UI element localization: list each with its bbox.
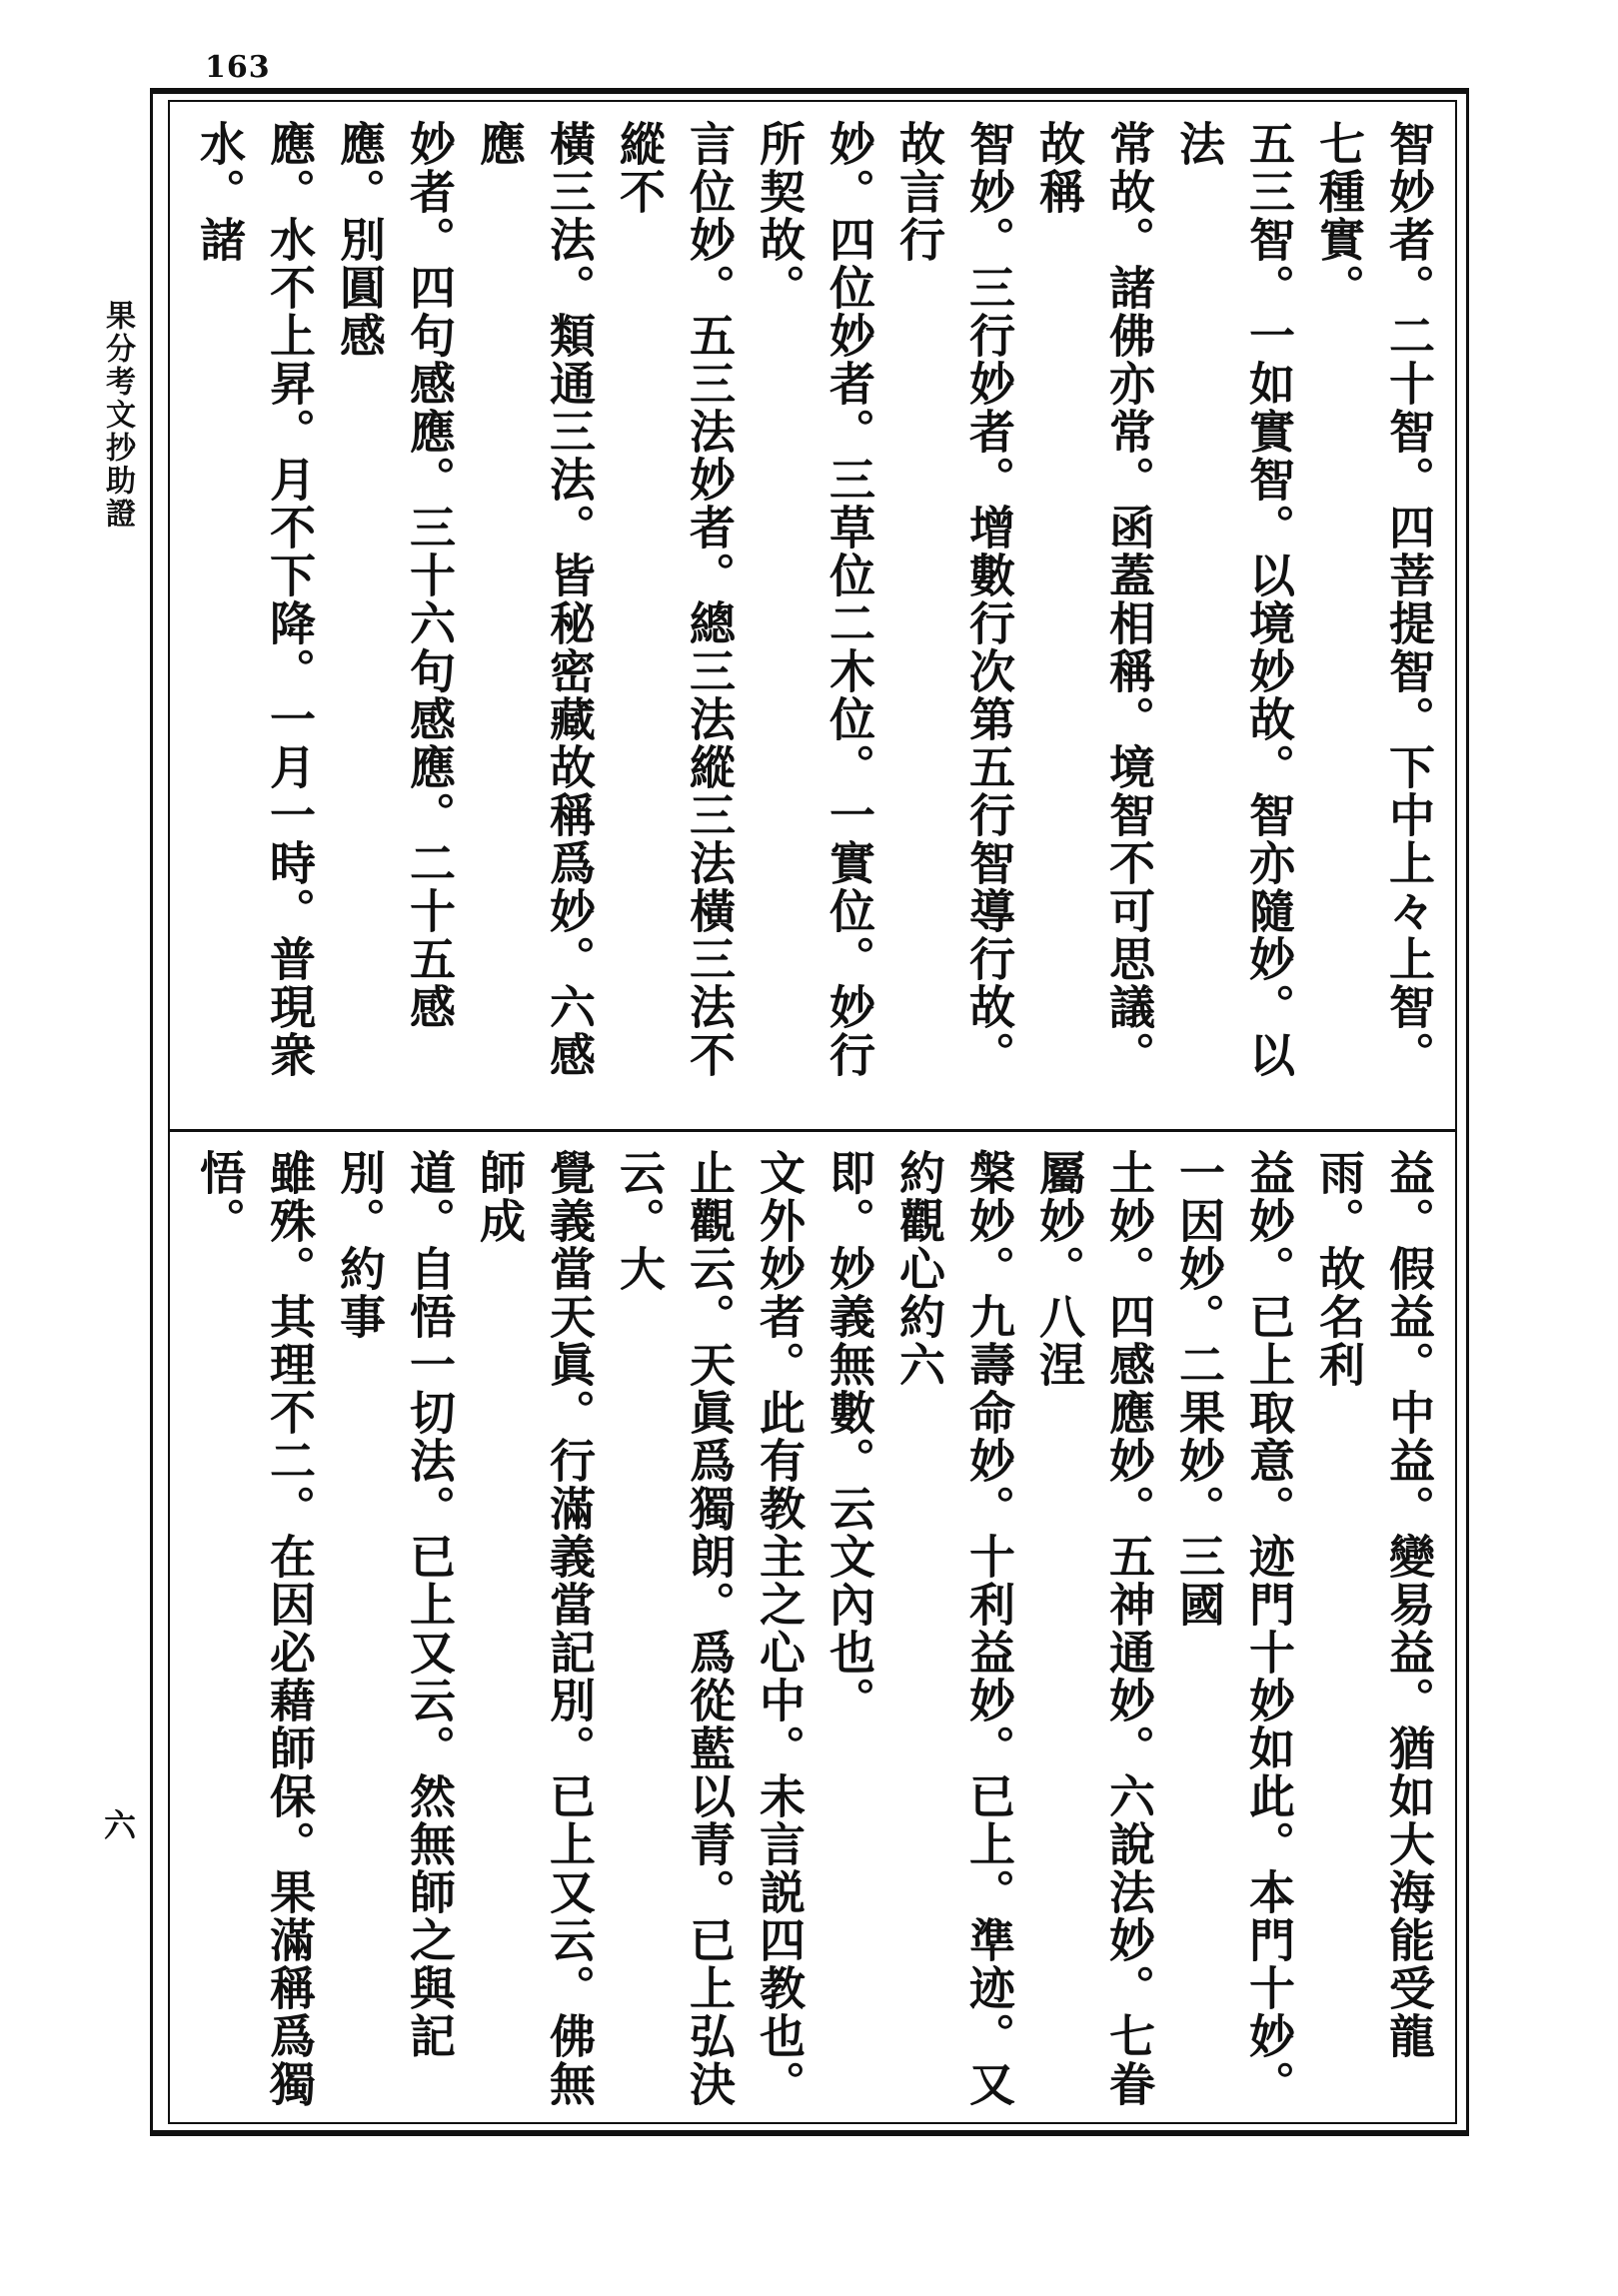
text-column: 妙者。四句感應。三十六句感應。二十五感應。別圓感 <box>333 120 457 1031</box>
text-column: 文外妙者。此有教主之心中。未言説四教也。 <box>753 1149 807 2108</box>
upper-text-block <box>185 120 1444 1114</box>
running-title: 果分考文抄助證 <box>100 300 135 531</box>
text-column: 智妙者。二十智。四菩提智。下中上々上智。七種實。 <box>1312 120 1436 1079</box>
text-column: 益妙。已上取意。迹門十妙如此。本門十妙。一因妙。二果妙。三國 <box>1172 1149 1296 2108</box>
section-divider <box>168 1129 1457 1132</box>
lower-text-block <box>185 1149 1444 2118</box>
text-column: 智妙。三行妙者。增數行次第五行智導行故。故言行 <box>892 120 1016 1079</box>
text-column: 應。水不上昇。月不下降。一月一時。普現衆水。諸 <box>193 120 317 1079</box>
text-column: 五三智。一如實智。以境妙故。智亦隨妙。以法 <box>1172 120 1296 1079</box>
text-column: 言位妙。五三法妙者。總三法縱三法橫三法不縱不 <box>613 120 737 1079</box>
text-column: 橫三法。類通三法。皆秘密藏故稱爲妙。六感應 <box>473 120 597 1079</box>
text-column: 槃妙。九壽命妙。十利益妙。已上。準迹。又約觀心約六 <box>892 1149 1016 2108</box>
text-column: 即。妙義無數。云文內也。 <box>822 1149 876 1724</box>
section-marker: 六 <box>99 1808 137 1840</box>
text-column: 常故。諸佛亦常。函蓋相稱。境智不可思議。故稱 <box>1032 120 1156 1079</box>
text-column: 土妙。四感應妙。五神通妙。六說法妙。七眷屬妙。八涅 <box>1032 1149 1156 2108</box>
page-number: 163 <box>205 50 271 85</box>
text-column: 妙。四位妙者。三草位二木位。一實位。妙行所契故。 <box>753 120 876 1079</box>
text-column: 雖殊。其理不二。在因必藉師保。果滿稱爲獨悟。 <box>193 1149 317 2108</box>
text-column: 止觀云。天眞爲獨朗。爲從藍以青。已上弘決云。大 <box>613 1149 737 2108</box>
text-column: 道。自悟一切法。已上又云。然無師之與記別。約事 <box>333 1149 457 2060</box>
text-column: 益。假益。中益。變易益。猶如大海能受龍雨。故名利 <box>1312 1149 1436 2060</box>
text-column: 覺義當天眞。行滿義當記別。已上又云。佛無師成 <box>473 1149 597 2108</box>
